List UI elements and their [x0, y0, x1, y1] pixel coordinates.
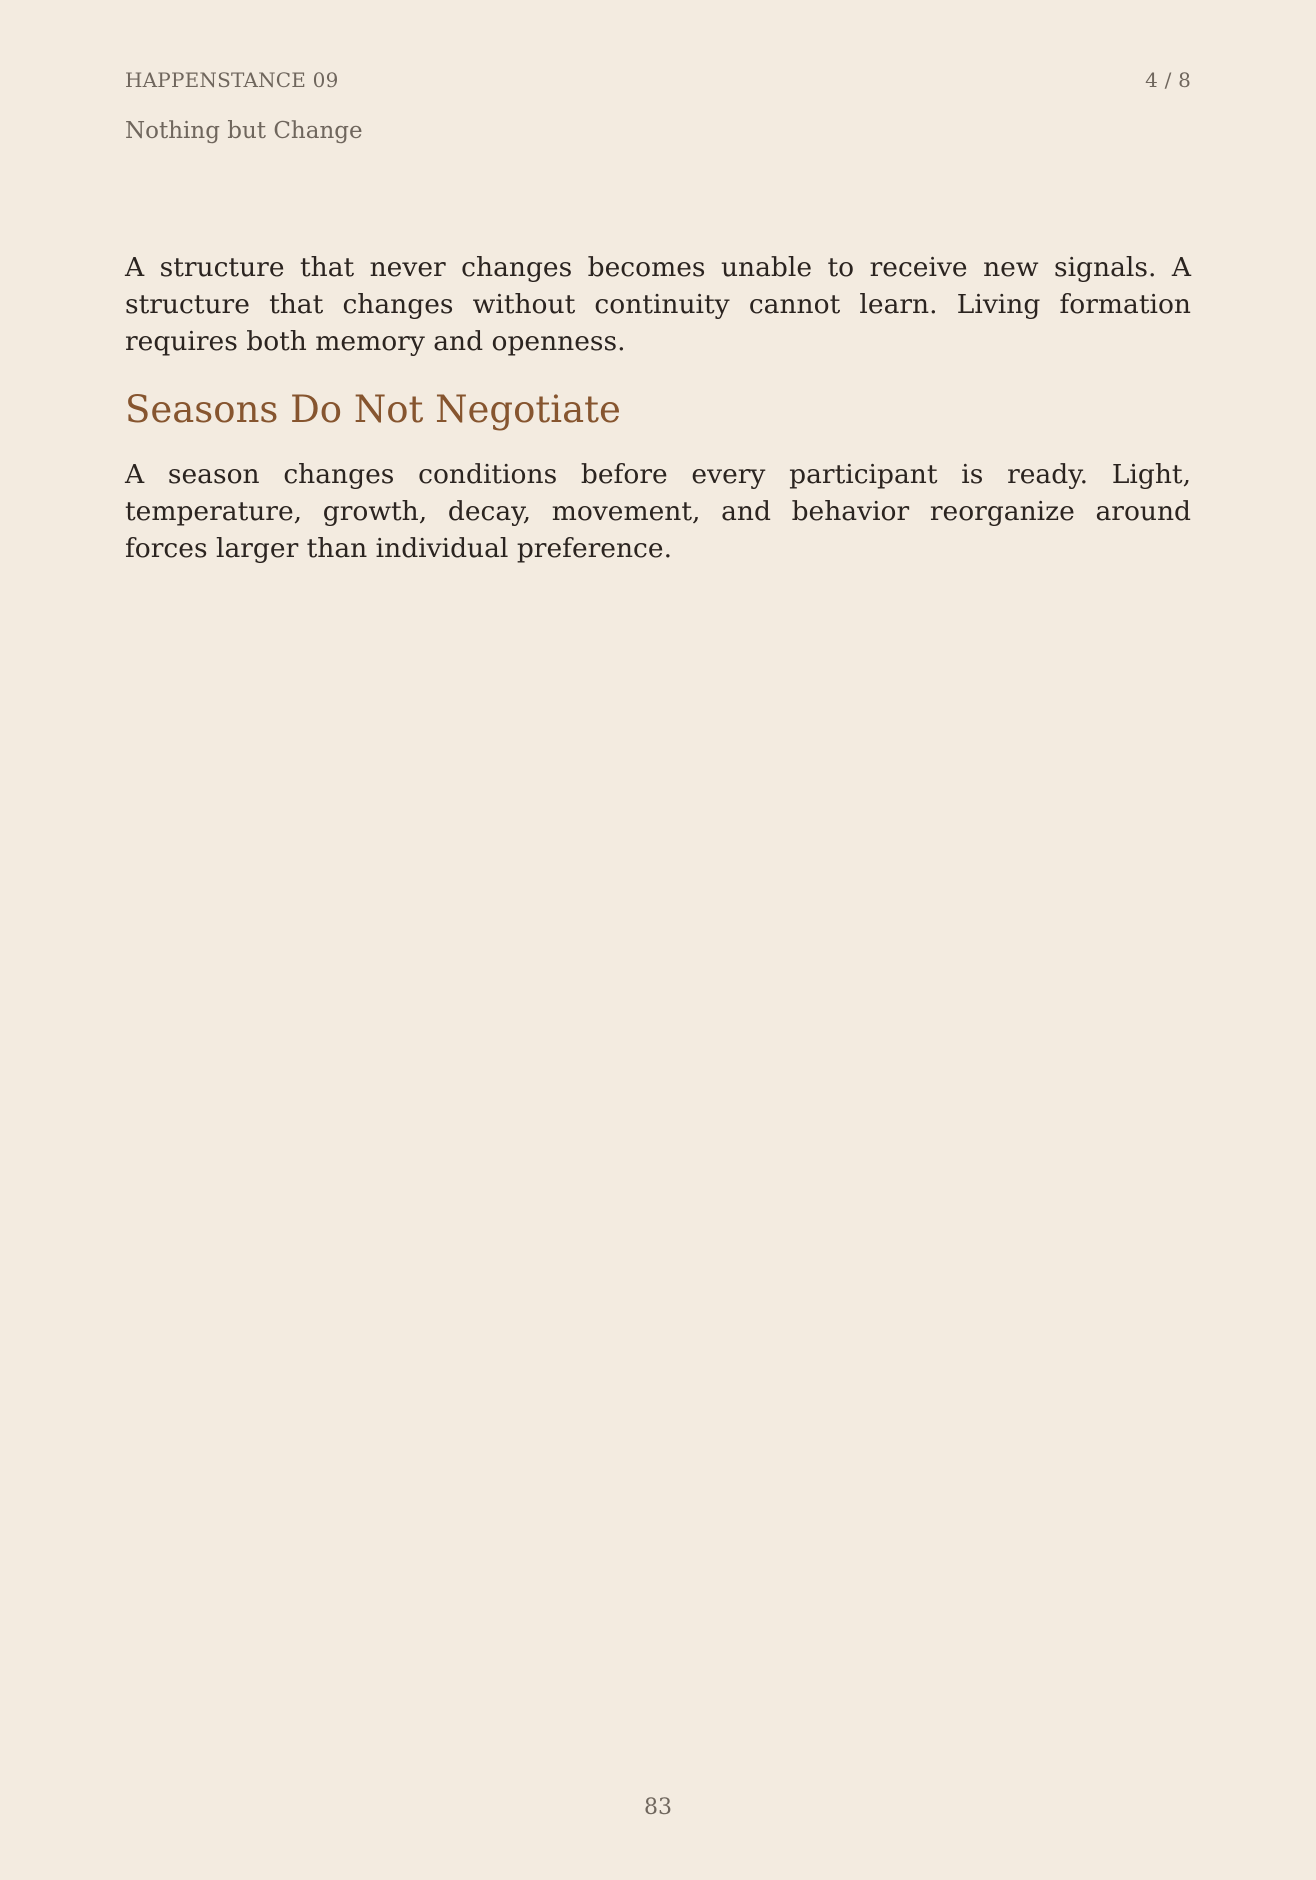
page-number: 83	[644, 1795, 672, 1820]
publication-title: HAPPENSTANCE 09	[125, 68, 339, 92]
running-header	[125, 0, 1191, 92]
chapter-title: Nothing but Change	[125, 118, 363, 144]
page-position: 4 / 8	[1145, 68, 1191, 92]
page-content	[125, 249, 1191, 567]
body-paragraph: A season changes conditions before every participant is ready. Light, temperature, growth, decay, movement, and behavior reorganize around forces larger than individual preference.	[125, 459, 1191, 564]
section-heading: Seasons Do Not Negotiate	[125, 388, 621, 431]
body-paragraph: A structure that never changes becomes unable to receive new signals. A structure that changes without continuity cannot learn. Living formation requires both memory and openness.	[125, 252, 1191, 357]
